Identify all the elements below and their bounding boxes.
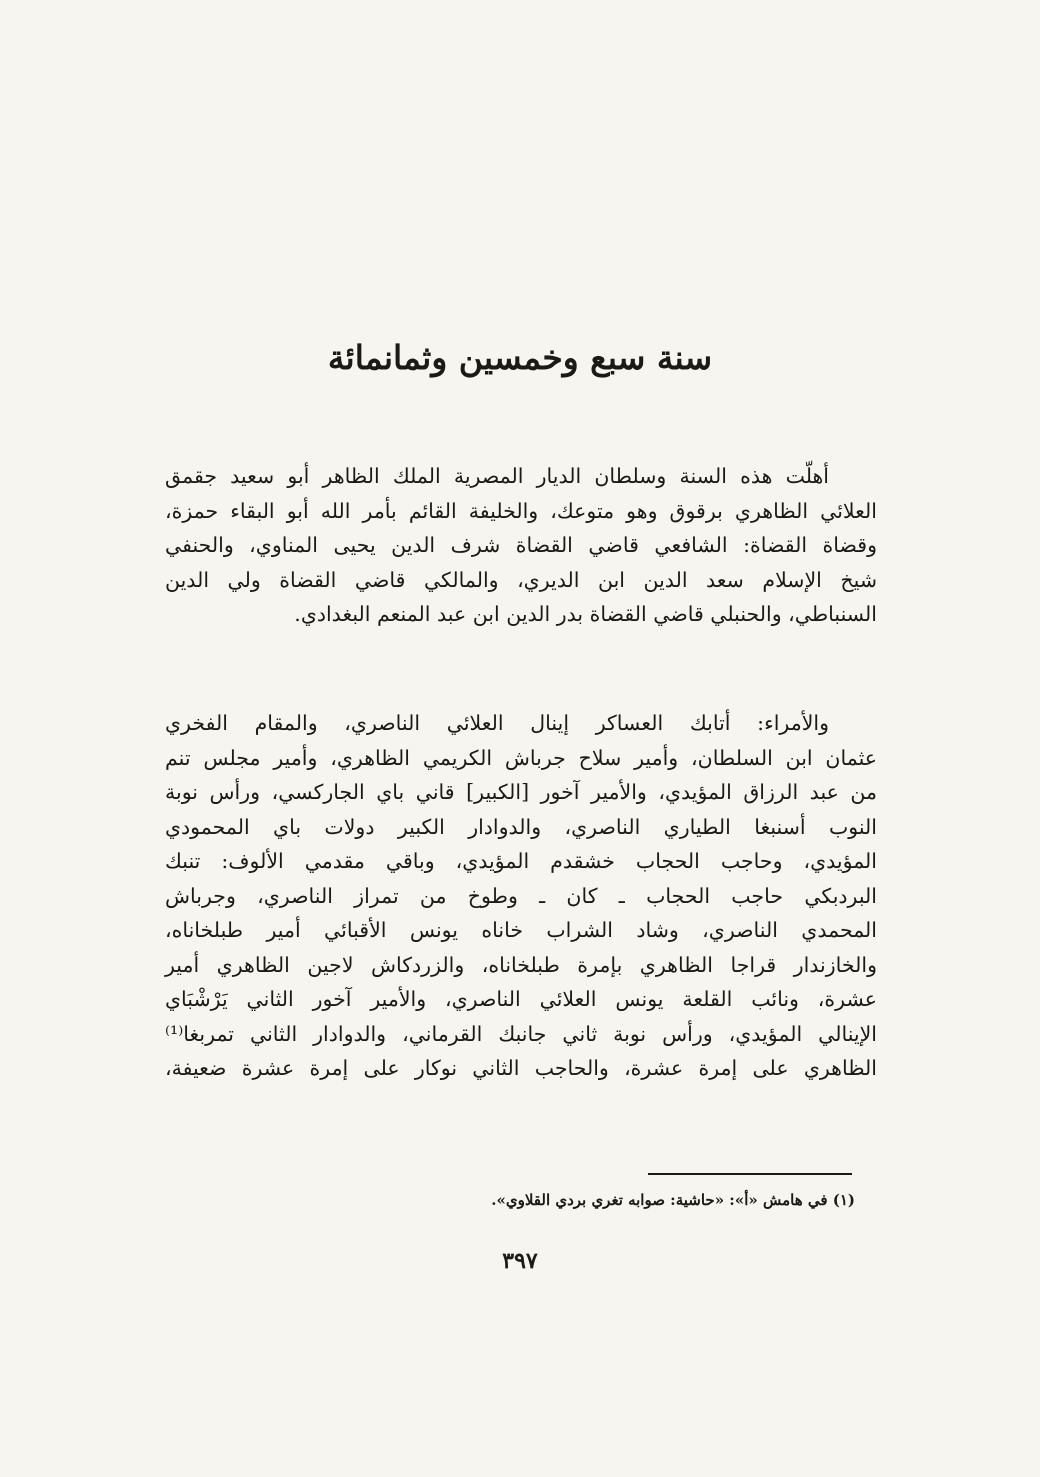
text-line: وقضاة القضاة: الشافعي قاضي القضاة شرف الدين يحيى المناوي، والحنفي: [165, 533, 877, 557]
text-line: عشرة، ونائب القلعة يونس العلائي الناصري، والأمير آخور الثاني يَرْشْبَاي: [165, 987, 877, 1011]
text-line: عثمان ابن السلطان، وأمير سلاح جرباش الكريمي الظاهري، وأمير مجلس تنم: [165, 745, 877, 770]
paragraph-emirs: [165, 706, 877, 1086]
text-line: أهلّت هذه السنة وسلطان الديار المصرية الملك الظاهر أبو سعيد جقمق: [165, 464, 829, 488]
text-line: العلائي الظاهري برقوق وهو متوعك، والخليفة القائم بأمر الله أبو البقاء حمزة،: [165, 498, 877, 523]
footnote-divider: [648, 1173, 852, 1175]
page-number: ٣٩٧: [502, 1248, 538, 1274]
text-line: الإينالي المؤيدي، ورأس نوبة ثاني جانبك القرماني، والدوادار الثاني تمربغا⁽¹⁾: [165, 1021, 877, 1046]
text-line: المحمدي الناصري، وشاد الشراب خاناه يونس الأقبائي أمير طبلخاناه،: [165, 918, 877, 942]
text-line: والأمراء: أتابك العساكر إينال العلائي الناصري، والمقام الفخري: [165, 711, 829, 735]
text-line: والخازندار قراجا الظاهري بإمرة طبلخاناه، والزردكاش لاجين الظاهري أمير: [165, 952, 877, 977]
footnote: (١) في هامش «أ»: «حاشية: صوابه تغري بردي القلاوي».: [491, 1191, 855, 1209]
text-line: النوب أسنبغا الطياري الناصري، والدوادار الكبير دولات باي المحمودي: [165, 814, 877, 839]
text-line: شيخ الإسلام سعد الدين ابن الديري، والمالكي قاضي القضاة ولي الدين: [165, 567, 877, 592]
paragraph-reign-and-judges: [165, 459, 877, 632]
page-title: سنة سبع وخمسين وثمانمائة: [327, 338, 713, 377]
text-line: من عبد الرزاق المؤيدي، والأمير آخور [الكبير] قاني باي الجاركسي، ورأس نوبة: [165, 780, 877, 804]
text-line: السنباطي، والحنبلي قاضي القضاة بدر الدين ابن عبد المنعم البغدادي.: [294, 602, 877, 626]
text-line: الظاهري على إمرة عشرة، والحاجب الثاني نوكار على إمرة عشرة ضعيفة،: [165, 1056, 877, 1080]
text-line: البردبكي حاجب الحجاب ـ كان ـ وطوخ من تمراز الناصري، وجرباش: [165, 883, 877, 908]
text-line: المؤيدي، وحاجب الحجاب خشقدم المؤيدي، وباقي مقدمي الألوف: تنبك: [165, 849, 877, 873]
